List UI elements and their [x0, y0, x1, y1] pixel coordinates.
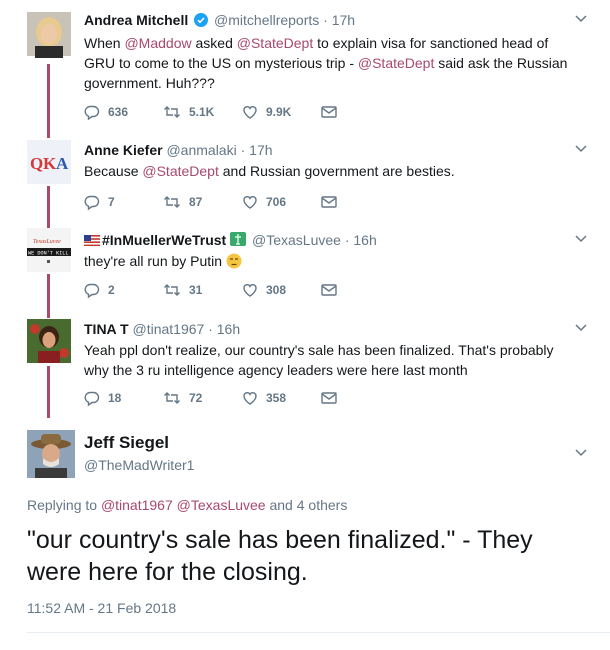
author-name[interactable]: Andrea Mitchell — [84, 12, 189, 28]
svg-text:Q: Q — [30, 154, 44, 173]
tweet-text-segment: When — [84, 35, 125, 51]
author-handle[interactable]: @TheMadWriter1 — [84, 457, 195, 473]
author-name[interactable]: Jeff Siegel — [84, 433, 170, 452]
tweet-text-segment: Yeah ppl don't realize, our country's sale has been finalized. That's probably why the 3 ru intelligence agency leaders were here last month — [84, 342, 554, 378]
reply-button[interactable] — [84, 282, 163, 298]
tweet-text-segment: to explain visa for sanctioned head of GRU to come to the US on mysterious trip - — [84, 35, 549, 71]
tweet-actions — [84, 104, 400, 120]
retweet-count: 87 — [189, 195, 203, 209]
us-flag-icon — [84, 232, 100, 243]
tweet-text — [84, 340, 582, 380]
separator: · — [240, 142, 246, 158]
tweet-text-segment: Because — [84, 163, 143, 179]
svg-text:K: K — [43, 154, 57, 173]
tweet-time[interactable]: 16h — [353, 232, 377, 248]
mention-link[interactable]: @StateDept — [236, 35, 314, 51]
author-name[interactable]: #InMuellerWeTrust — [102, 232, 227, 248]
retweet-icon — [163, 390, 181, 406]
tweet-text — [84, 161, 582, 181]
chevron-down-icon[interactable] — [574, 234, 588, 244]
retweet-count: 72 — [189, 391, 203, 405]
dm-button[interactable] — [321, 283, 400, 297]
tweet-text — [84, 33, 582, 93]
svg-text:TexasLuvee: TexasLuvee — [33, 239, 61, 245]
retweet-button[interactable] — [163, 390, 242, 406]
retweet-button[interactable] — [163, 282, 242, 298]
like-button[interactable] — [242, 282, 321, 298]
reply-count: 2 — [108, 283, 115, 297]
mention-link[interactable]: @TexasLuvee — [176, 497, 266, 513]
like-count: 9.9K — [266, 105, 292, 119]
tweet[interactable] — [0, 8, 610, 128]
reply-count: 636 — [108, 105, 129, 119]
reply-icon — [84, 390, 100, 406]
envelope-icon — [321, 195, 337, 209]
author-handle[interactable]: @TexasLuvee — [252, 232, 341, 248]
focused-tweet-text: "our country's sale has been finalized." - They were here for the closing. — [27, 526, 533, 586]
separator: · — [323, 12, 328, 28]
tweet[interactable] — [0, 317, 610, 417]
retweet-icon — [163, 282, 181, 298]
others-link[interactable]: and 4 others — [265, 497, 348, 513]
reply-button[interactable] — [84, 390, 163, 406]
mention-link[interactable]: @StateDept — [357, 55, 435, 71]
chevron-down-icon[interactable] — [574, 144, 588, 154]
like-count: 358 — [266, 391, 287, 405]
reply-button[interactable] — [84, 194, 163, 210]
tweet-actions — [84, 282, 400, 298]
chevron-down-icon[interactable] — [574, 323, 588, 333]
tweet-time[interactable]: 17h — [249, 142, 273, 158]
envelope-icon — [321, 105, 337, 119]
avatar-text: WE DON'T KILL BE — [28, 250, 78, 257]
chevron-down-icon[interactable] — [574, 14, 588, 24]
divider — [27, 632, 610, 633]
separator: · — [208, 321, 213, 337]
envelope-icon — [321, 283, 337, 297]
like-button[interactable] — [242, 390, 321, 406]
retweet-icon — [163, 194, 181, 210]
avatar[interactable] — [27, 319, 71, 363]
author-handle[interactable]: @tinat1967 — [132, 321, 205, 337]
retweet-count: 31 — [189, 283, 203, 297]
mention-link[interactable]: @Maddow — [124, 35, 192, 51]
author-handle[interactable]: @mitchellreports — [214, 12, 320, 28]
avatar[interactable] — [27, 430, 75, 478]
envelope-icon — [321, 391, 337, 405]
retweet-icon — [163, 104, 181, 120]
tweet-actions — [84, 194, 400, 210]
dm-button[interactable] — [321, 391, 400, 405]
reply-button[interactable] — [84, 104, 163, 120]
like-count: 706 — [266, 195, 287, 209]
heart-icon — [242, 282, 258, 298]
mention-link[interactable]: @StateDept — [142, 163, 219, 179]
heart-icon — [242, 104, 258, 120]
author-handle[interactable]: @anmalaki — [166, 142, 237, 158]
avatar[interactable] — [27, 12, 71, 56]
retweet-button[interactable] — [163, 194, 242, 210]
unamused-face-icon — [226, 253, 242, 269]
like-count: 308 — [266, 283, 287, 297]
tweet-timestamp[interactable]: 11:52 AM - 21 Feb 2018 — [27, 600, 177, 616]
dm-button[interactable] — [321, 105, 400, 119]
heart-icon — [242, 194, 258, 210]
tweet-text-segment: and Russian government are besties. — [218, 163, 455, 179]
mention-link[interactable]: @tinat1967 — [100, 497, 173, 513]
reply-count: 7 — [108, 195, 115, 209]
avatar[interactable] — [27, 140, 71, 184]
author-name[interactable]: Anne Kiefer — [84, 142, 163, 158]
verified-badge-icon — [194, 13, 208, 31]
tweet[interactable] — [0, 228, 610, 308]
tweet-text-segment: they're all run by Putin — [84, 253, 223, 269]
statue-of-liberty-icon — [230, 232, 246, 243]
like-button[interactable] — [242, 104, 321, 120]
tweet-time[interactable]: 17h — [331, 12, 356, 28]
replying-to — [27, 497, 347, 513]
dm-button[interactable] — [321, 195, 400, 209]
tweet-text-segment: asked — [191, 35, 237, 51]
retweet-count: 5.1K — [189, 105, 215, 119]
like-button[interactable] — [242, 194, 321, 210]
tweet-actions — [84, 390, 400, 406]
avatar[interactable] — [27, 228, 78, 272]
tweet-text-segment: said ask the Russian government. Huh??? — [84, 55, 568, 91]
tweet-time[interactable]: 16h — [216, 321, 241, 337]
reply-icon — [84, 104, 100, 120]
reply-icon — [84, 282, 100, 298]
reply-count: 18 — [108, 391, 122, 405]
tweet[interactable] — [0, 138, 610, 218]
tweet-text — [84, 251, 582, 271]
separator: · — [344, 232, 350, 248]
reply-icon — [84, 194, 100, 210]
svg-text:A: A — [56, 154, 69, 173]
author-name[interactable]: TINA T — [84, 321, 129, 337]
replying-to-label: Replying to — [27, 497, 101, 513]
retweet-button[interactable] — [163, 104, 242, 120]
chevron-down-icon[interactable] — [574, 448, 588, 458]
heart-icon — [242, 390, 258, 406]
